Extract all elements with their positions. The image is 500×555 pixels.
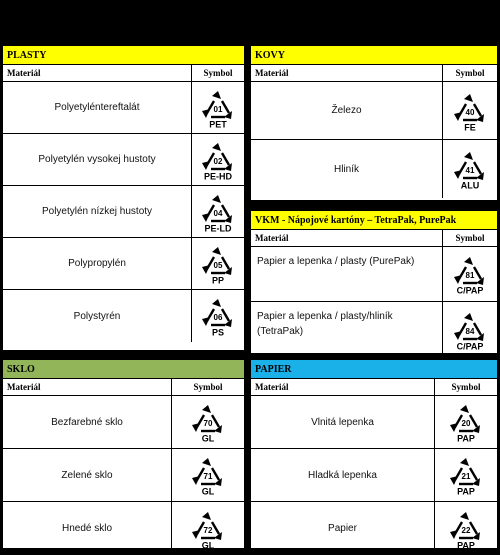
recycling-code: GL [201,433,215,443]
recycling-number: 41 [465,166,475,175]
symbol-column-label: Symbol [451,382,481,392]
recycling-triangle-icon [450,253,490,295]
material-name: Polystyrén [3,290,192,342]
recycling-number: 01 [213,104,223,114]
recycling-code: GL [201,540,215,550]
symbol-cell [443,247,497,301]
recycling-number: 04 [213,208,223,218]
recycling-code: FE [464,122,476,132]
recycling-code: PP [211,275,225,285]
symbol-cell [435,396,497,448]
recycling-number: 06 [213,313,223,322]
recycling-triangle-icon [450,90,490,132]
material-column-label: Materiál [251,230,443,246]
table-row [3,290,244,342]
material-name: Vlnitá lepenka [251,396,435,448]
symbol-cell [443,302,497,357]
recycling-triangle-icon [446,508,486,550]
sklo-header: SKLO [3,360,244,379]
table-row [3,238,244,290]
recycling-number: 70 [203,419,213,428]
recycling-number: 81 [465,271,475,280]
vkm-panel [250,210,498,354]
recycling-number: 05 [213,260,223,270]
material-name: Bezfarebné sklo [3,396,172,448]
symbol-cell [443,140,497,198]
plasty-header: PLASTY [3,46,244,65]
recycling-triangle-icon [188,508,228,550]
plasty-column-header [3,65,244,82]
material-name: Hliník [251,140,443,198]
recycling-code: PE-HD [203,171,233,181]
sklo-panel [2,359,245,549]
symbol-cell [192,134,244,185]
material-name: Papier a lepenka / plasty (PurePak) [251,247,443,301]
recycling-code: PET [209,119,227,129]
material-name: Polyetyléntereftalát [3,82,192,133]
symbol-cell [172,449,244,501]
symbol-cell [435,449,497,501]
table-row [251,140,497,198]
table-row [251,502,497,555]
recycling-triangle-icon [198,191,238,233]
material-name: Hladká lepenka [251,449,435,501]
recycling-number: 72 [203,525,213,535]
table-row [3,82,244,134]
material-name: Papier a lepenka / plasty/hliník (TetraPak) [251,302,443,357]
recycling-number: 40 [465,107,475,117]
kovy-rows [251,82,497,198]
papier-column-header [251,379,497,396]
recycling-number: 84 [465,326,475,336]
recycling-number: 71 [203,472,213,481]
symbol-column-label: Symbol [193,382,223,392]
material-name: Zelené sklo [3,449,172,501]
recycling-code: C/PAP [456,285,484,295]
recycling-number: 02 [213,156,223,166]
table-row [3,134,244,186]
recycling-number: 22 [461,525,471,535]
material-name: Polypropylén [3,238,192,289]
symbol-cell [192,238,244,289]
table-row [3,186,244,238]
recycling-code: PAP [457,486,475,496]
recycling-triangle-icon [198,243,238,285]
plasty-rows [3,82,244,342]
recycling-code: GL [201,486,215,496]
material-name: Papier [251,502,435,555]
kovy-panel [250,45,498,201]
table-row [251,247,497,302]
recycling-code: PAP [457,433,475,443]
symbol-cell [172,502,244,555]
symbol-column-label: Symbol [455,233,485,243]
papier-header: PAPIER [251,360,497,379]
papier-panel [250,359,498,549]
recycling-triangle-icon [198,87,238,129]
table-row [3,449,244,502]
symbol-column-label: Symbol [455,68,485,78]
table-row [251,82,497,140]
table-row [3,396,244,449]
recycling-code: C/PAP [456,341,484,351]
recycling-triangle-icon [198,295,238,337]
recycling-triangle-icon [450,148,490,190]
material-name: Železo [251,82,443,139]
vkm-rows [251,247,497,357]
vkm-column-header [251,230,497,247]
table-row [251,449,497,502]
symbol-column-label: Symbol [203,68,233,78]
recycling-triangle-icon [188,454,228,496]
material-column-label: Materiál [251,65,443,81]
material-column-label: Materiál [3,65,192,81]
recycling-number: 21 [461,472,471,481]
symbol-cell [172,396,244,448]
symbol-cell [435,502,497,555]
table-row [251,396,497,449]
sklo-rows [3,396,244,555]
recycling-code: PE-LD [204,223,232,233]
material-column-label: Materiál [3,379,172,395]
material-name: Polyetylén nízkej hustoty [3,186,192,237]
material-column-label: Materiál [251,379,435,395]
symbol-cell [192,82,244,133]
symbol-cell [192,290,244,342]
papier-rows [251,396,497,555]
recycling-triangle-icon [446,401,486,443]
symbol-cell [443,82,497,139]
recycling-code: ALU [460,180,480,190]
kovy-header: KOVY [251,46,497,65]
material-name: Hnedé sklo [3,502,172,555]
recycling-triangle-icon [198,139,238,181]
recycling-number: 20 [461,419,471,428]
sklo-column-header [3,379,244,396]
recycling-triangle-icon [450,309,490,351]
table-row [251,302,497,357]
table-row [3,502,244,555]
recycling-code: PAP [457,540,475,550]
plasty-panel [2,45,245,351]
kovy-column-header [251,65,497,82]
recycling-triangle-icon [446,454,486,496]
recycling-triangle-icon [188,401,228,443]
recycling-code: PS [211,327,225,337]
symbol-cell [192,186,244,237]
vkm-header: VKM - Nápojové kartóny – TetraPak, PurePak [251,211,497,230]
material-name: Polyetylén vysokej hustoty [3,134,192,185]
